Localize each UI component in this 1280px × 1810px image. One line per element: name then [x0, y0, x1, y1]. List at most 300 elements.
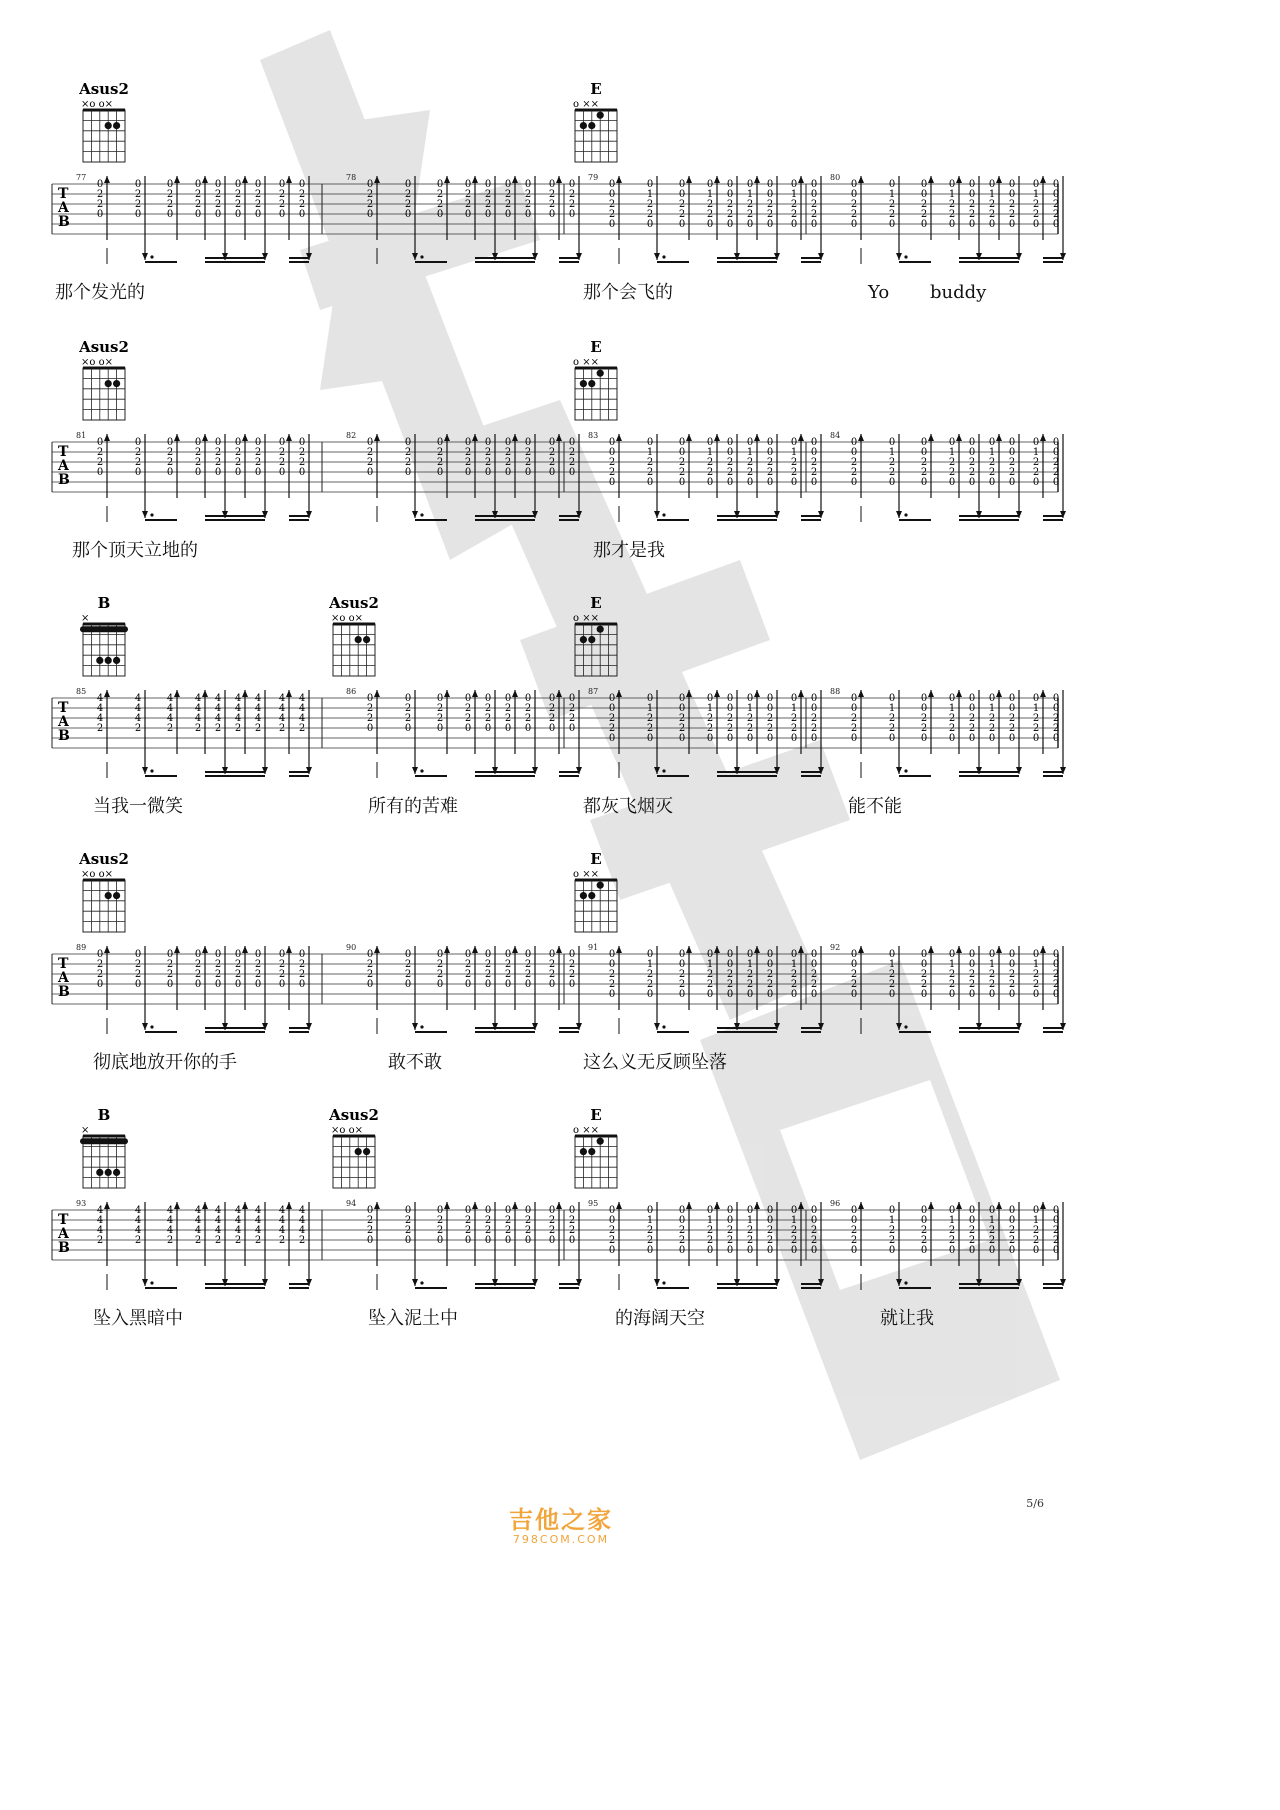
fret-number: 2 — [464, 1215, 472, 1226]
fret-number: 1 — [790, 189, 798, 200]
fret-number: 0 — [404, 693, 412, 704]
fret-number: 0 — [1032, 733, 1040, 744]
fret-number: 2 — [436, 959, 444, 970]
fret-number: 0 — [484, 179, 492, 190]
measure-number: 77 — [76, 173, 87, 182]
strum-arrow-up — [202, 434, 208, 441]
fret-number: 0 — [436, 723, 444, 734]
fret-number: 2 — [436, 713, 444, 724]
strum-arrow-up — [512, 176, 518, 183]
fret-number: 2 — [888, 723, 896, 734]
fret-number: 0 — [608, 989, 616, 1000]
fret-number: 1 — [888, 959, 896, 970]
fret-number: 2 — [234, 1235, 242, 1246]
measure-number: 85 — [76, 687, 87, 696]
chord-name: Asus2 — [79, 338, 129, 356]
fret-number: 0 — [790, 989, 798, 1000]
fret-number: 2 — [254, 447, 262, 458]
fret-number: 4 — [194, 713, 202, 724]
fret-number: 0 — [726, 959, 734, 970]
fret-number: 2 — [988, 467, 996, 478]
chord-grid — [333, 624, 375, 676]
strum-arrow-down — [142, 1023, 148, 1030]
strum-arrow-up — [686, 176, 692, 183]
fret-number: 0 — [766, 693, 774, 704]
measure-number: 87 — [588, 687, 599, 696]
lyric-text: 的海阔天空 — [615, 1308, 705, 1329]
fret-number: 2 — [96, 447, 104, 458]
fret-number: 0 — [948, 437, 956, 448]
fret-number: 2 — [366, 189, 374, 200]
fret-number: 2 — [608, 199, 616, 210]
fret-number: 2 — [1052, 979, 1060, 990]
chord-open-mute-markers: o ×× — [573, 1125, 599, 1136]
fret-number: 0 — [746, 733, 754, 744]
fret-number: 0 — [726, 693, 734, 704]
fret-number: 2 — [948, 713, 956, 724]
fret-number: 0 — [766, 1215, 774, 1226]
strum-arrow-up — [286, 176, 292, 183]
fret-number: 2 — [404, 1225, 412, 1236]
rhythm-dot — [150, 1281, 153, 1284]
fret-number: 0 — [790, 1205, 798, 1216]
fret-number: 2 — [726, 723, 734, 734]
rhythm-dot — [150, 255, 153, 258]
fret-number: 2 — [504, 969, 512, 980]
fret-number: 0 — [726, 437, 734, 448]
fret-number: 0 — [484, 1235, 492, 1246]
fret-number: 2 — [166, 457, 174, 468]
rhythm-dot — [904, 513, 907, 516]
fret-number: 2 — [548, 189, 556, 200]
fret-number: 2 — [766, 467, 774, 478]
strum-arrow-up — [202, 690, 208, 697]
measure-number: 92 — [830, 943, 841, 952]
fret-number: 2 — [524, 969, 532, 980]
chord-name: Asus2 — [79, 850, 129, 868]
fret-number: 0 — [436, 1205, 444, 1216]
fret-number: 0 — [810, 733, 818, 744]
fret-number: 2 — [968, 969, 976, 980]
fret-number: 0 — [920, 477, 928, 488]
chord-name: E — [590, 80, 602, 98]
chord-name: E — [590, 850, 602, 868]
fret-number: 4 — [194, 1215, 202, 1226]
fret-number: 0 — [678, 959, 686, 970]
fret-number: 0 — [968, 1205, 976, 1216]
strum-arrow-up — [472, 946, 478, 953]
fret-number: 0 — [234, 949, 242, 960]
strum-arrow-up — [858, 690, 864, 697]
strum-arrow-up — [956, 434, 962, 441]
fret-number: 2 — [524, 1215, 532, 1226]
fret-number: 2 — [766, 209, 774, 220]
fret-number: 0 — [948, 693, 956, 704]
lyric-text: 彻底地放开你的手 — [93, 1052, 237, 1073]
fret-number: 2 — [746, 457, 754, 468]
fret-number: 0 — [464, 723, 472, 734]
fret-number: 2 — [850, 467, 858, 478]
fret-number: 2 — [436, 1215, 444, 1226]
fret-number: 0 — [746, 693, 754, 704]
fret-number: 0 — [504, 179, 512, 190]
lyric-text: Yo — [868, 282, 890, 303]
chord-dot — [355, 1148, 362, 1155]
strum-arrow-up — [104, 434, 110, 441]
fret-number: 0 — [96, 209, 104, 220]
strum-arrow-up — [444, 1202, 450, 1209]
fret-number: 4 — [234, 713, 242, 724]
fret-number: 2 — [436, 703, 444, 714]
fret-number: 0 — [810, 1205, 818, 1216]
fret-number: 2 — [234, 457, 242, 468]
fret-number: 2 — [888, 979, 896, 990]
fret-number: 1 — [1032, 1215, 1040, 1226]
fret-number: 2 — [888, 209, 896, 220]
tab-clef-B: B — [58, 214, 70, 230]
fret-number: 0 — [920, 179, 928, 190]
fret-number: 2 — [484, 457, 492, 468]
fret-number: 2 — [484, 713, 492, 724]
fret-number: 0 — [850, 693, 858, 704]
fret-number: 1 — [1032, 703, 1040, 714]
fret-number: 0 — [366, 723, 374, 734]
fret-number: 0 — [278, 209, 286, 220]
strum-arrow-up — [104, 946, 110, 953]
fret-number: 2 — [404, 969, 412, 980]
fret-number: 4 — [96, 1215, 104, 1226]
fret-number: 0 — [464, 693, 472, 704]
lyric-text: 那个会飞的 — [583, 282, 673, 303]
fret-number: 0 — [366, 1205, 374, 1216]
fret-number: 2 — [524, 703, 532, 714]
fret-number: 0 — [810, 447, 818, 458]
fret-number: 2 — [1032, 1235, 1040, 1246]
fret-number: 0 — [1052, 693, 1060, 704]
lyric-text: 都灰飞烟灭 — [583, 796, 673, 817]
fret-number: 2 — [988, 457, 996, 468]
fret-number: 2 — [888, 1235, 896, 1246]
fret-number: 0 — [134, 437, 142, 448]
strum-arrow-down — [654, 1023, 660, 1030]
fret-number: 2 — [850, 969, 858, 980]
fret-number: 0 — [254, 209, 262, 220]
fret-number: 2 — [988, 979, 996, 990]
fret-number: 0 — [96, 949, 104, 960]
strum-arrow-up — [996, 1202, 1002, 1209]
strum-arrow-up — [286, 434, 292, 441]
fret-number: 2 — [194, 457, 202, 468]
fret-number: 0 — [968, 179, 976, 190]
fret-number: 2 — [436, 447, 444, 458]
fret-number: 0 — [920, 1205, 928, 1216]
chord-dot — [597, 626, 604, 633]
chord-grid — [83, 368, 125, 420]
fret-number: 2 — [194, 189, 202, 200]
fret-number: 2 — [706, 457, 714, 468]
fret-number: 2 — [278, 969, 286, 980]
fret-number: 0 — [968, 1215, 976, 1226]
fret-number: 0 — [646, 437, 654, 448]
fret-number: 2 — [1008, 969, 1016, 980]
fret-number: 2 — [968, 979, 976, 990]
fret-number: 0 — [850, 1205, 858, 1216]
fret-number: 2 — [568, 703, 576, 714]
lyric-text: buddy — [930, 282, 987, 303]
fret-number: 2 — [810, 1225, 818, 1236]
fret-number: 4 — [194, 693, 202, 704]
fret-number: 0 — [484, 693, 492, 704]
fret-number: 0 — [404, 1205, 412, 1216]
fret-number: 0 — [948, 1205, 956, 1216]
fret-number: 0 — [436, 1235, 444, 1246]
fret-number: 0 — [608, 949, 616, 960]
fret-number: 2 — [96, 189, 104, 200]
fret-number: 4 — [166, 1225, 174, 1236]
fret-number: 0 — [1052, 179, 1060, 190]
fret-number: 2 — [850, 199, 858, 210]
chord-grid — [83, 880, 125, 932]
fret-number: 0 — [678, 477, 686, 488]
fret-number: 0 — [766, 989, 774, 1000]
fret-number: 2 — [766, 1225, 774, 1236]
fret-number: 4 — [214, 693, 222, 704]
fret-number: 2 — [988, 1235, 996, 1246]
fret-number: 0 — [1008, 703, 1016, 714]
fret-number: 4 — [214, 1215, 222, 1226]
fret-number: 2 — [134, 457, 142, 468]
fret-number: 0 — [968, 437, 976, 448]
fret-number: 1 — [1032, 189, 1040, 200]
tab-clef-A: A — [58, 714, 69, 730]
fret-number: 2 — [484, 1225, 492, 1236]
fret-number: 2 — [988, 209, 996, 220]
fret-number: 2 — [766, 199, 774, 210]
fret-number: 2 — [706, 467, 714, 478]
strum-arrow-up — [174, 1202, 180, 1209]
fret-number: 1 — [988, 189, 996, 200]
fret-number: 2 — [766, 969, 774, 980]
fret-number: 0 — [646, 1205, 654, 1216]
strum-arrow-up — [1040, 1202, 1046, 1209]
fret-number: 0 — [608, 219, 616, 230]
measure-number: 79 — [588, 173, 599, 182]
fret-number: 0 — [850, 437, 858, 448]
fret-number: 2 — [234, 969, 242, 980]
fret-number: 2 — [678, 199, 686, 210]
chord-open-mute-markers: × — [81, 1125, 90, 1136]
fret-number: 2 — [1052, 1235, 1060, 1246]
fret-number: 0 — [254, 467, 262, 478]
fret-number: 0 — [134, 467, 142, 478]
fret-number: 0 — [366, 209, 374, 220]
fret-number: 0 — [766, 477, 774, 488]
fret-number: 4 — [96, 703, 104, 714]
fret-number: 0 — [790, 437, 798, 448]
fret-number: 2 — [278, 1235, 286, 1246]
fret-number: 0 — [436, 979, 444, 990]
fret-number: 0 — [194, 437, 202, 448]
fret-number: 0 — [194, 209, 202, 220]
fret-number: 0 — [988, 477, 996, 488]
fret-number: 0 — [298, 467, 306, 478]
fret-number: 4 — [298, 1225, 306, 1236]
fret-number: 2 — [948, 979, 956, 990]
fret-number: 2 — [568, 1225, 576, 1236]
fret-number: 2 — [548, 457, 556, 468]
fret-number: 2 — [790, 979, 798, 990]
fret-number: 0 — [850, 959, 858, 970]
lyric-text: 敢不敢 — [388, 1052, 442, 1073]
fret-number: 2 — [484, 189, 492, 200]
fret-number: 0 — [678, 703, 686, 714]
fret-number: 2 — [810, 209, 818, 220]
strum-arrow-up — [444, 176, 450, 183]
lyric-text: 所有的苦难 — [368, 796, 458, 817]
fret-number: 2 — [888, 199, 896, 210]
fret-number: 0 — [608, 703, 616, 714]
fret-number: 0 — [888, 477, 896, 488]
fret-number: 2 — [548, 713, 556, 724]
strum-arrow-up — [286, 690, 292, 697]
fret-number: 0 — [850, 447, 858, 458]
fret-number: 0 — [464, 1235, 472, 1246]
fret-number: 0 — [948, 989, 956, 1000]
fret-number: 0 — [568, 1235, 576, 1246]
fret-number: 0 — [404, 437, 412, 448]
fret-number: 0 — [484, 979, 492, 990]
chord-open-mute-markers: ×o o× — [331, 1125, 363, 1136]
strum-arrow-up — [714, 434, 720, 441]
strum-arrow-up — [374, 690, 380, 697]
fret-number: 0 — [254, 979, 262, 990]
fret-number: 0 — [850, 179, 858, 190]
fret-number: 0 — [548, 179, 556, 190]
fret-number: 0 — [548, 723, 556, 734]
fret-number: 2 — [298, 1235, 306, 1246]
rhythm-dot — [150, 1025, 153, 1028]
fret-number: 0 — [790, 733, 798, 744]
fret-number: 4 — [278, 693, 286, 704]
strum-arrow-up — [686, 946, 692, 953]
strum-arrow-up — [1040, 946, 1046, 953]
fret-number: 4 — [298, 1215, 306, 1226]
fret-number: 2 — [214, 1235, 222, 1246]
fret-number: 0 — [1032, 693, 1040, 704]
chord-open-mute-markers: × — [81, 613, 90, 624]
fret-number: 2 — [234, 959, 242, 970]
fret-number: 0 — [920, 949, 928, 960]
fret-number: 0 — [608, 179, 616, 190]
strum-arrow-up — [174, 946, 180, 953]
lyric-text: 这么义无反顾坠落 — [583, 1052, 727, 1073]
fret-number: 0 — [484, 949, 492, 960]
fret-number: 0 — [404, 209, 412, 220]
fret-number: 0 — [436, 693, 444, 704]
fret-number: 0 — [1052, 949, 1060, 960]
fret-number: 0 — [746, 179, 754, 190]
fret-number: 0 — [214, 179, 222, 190]
fret-number: 2 — [214, 189, 222, 200]
fret-number: 2 — [1032, 723, 1040, 734]
fret-number: 0 — [888, 1205, 896, 1216]
strum-arrow-up — [202, 946, 208, 953]
fret-number: 2 — [790, 199, 798, 210]
fret-number: 2 — [134, 969, 142, 980]
chord-dot — [96, 1169, 103, 1176]
fret-number: 0 — [810, 949, 818, 960]
fret-number: 0 — [888, 693, 896, 704]
fret-number: 1 — [646, 1215, 654, 1226]
lyric-text: 能不能 — [848, 796, 902, 817]
strum-arrow-up — [104, 176, 110, 183]
strum-arrow-down — [896, 767, 902, 774]
fret-number: 2 — [166, 199, 174, 210]
fret-number: 2 — [366, 199, 374, 210]
fret-number: 2 — [166, 723, 174, 734]
fret-number: 0 — [366, 467, 374, 478]
fret-number: 2 — [646, 713, 654, 724]
fret-number: 2 — [920, 713, 928, 724]
fret-number: 1 — [790, 1215, 798, 1226]
fret-number: 0 — [524, 179, 532, 190]
chord-dot — [113, 122, 120, 129]
fret-number: 1 — [746, 959, 754, 970]
fret-number: 2 — [646, 209, 654, 220]
fret-number: 0 — [166, 949, 174, 960]
fret-number: 0 — [278, 437, 286, 448]
fret-number: 2 — [726, 457, 734, 468]
fret-number: 0 — [134, 179, 142, 190]
chord-dot — [588, 1148, 595, 1155]
fret-number: 0 — [646, 477, 654, 488]
strum-arrow-up — [1040, 690, 1046, 697]
fret-number: 0 — [608, 447, 616, 458]
fret-number: 2 — [548, 1215, 556, 1226]
fret-number: 2 — [1032, 209, 1040, 220]
fret-number: 2 — [96, 969, 104, 980]
fret-number: 0 — [988, 437, 996, 448]
fret-number: 2 — [166, 189, 174, 200]
fret-number: 4 — [254, 713, 262, 724]
strum-arrow-up — [714, 1202, 720, 1209]
chord-open-mute-markers: ×o o× — [81, 869, 113, 880]
fret-number: 0 — [1008, 1215, 1016, 1226]
fret-number: 2 — [524, 457, 532, 468]
fret-number: 2 — [968, 713, 976, 724]
fret-number: 1 — [706, 703, 714, 714]
chord-dot — [597, 1138, 604, 1145]
fret-number: 0 — [746, 477, 754, 488]
strum-arrow-up — [374, 946, 380, 953]
fret-number: 0 — [1008, 949, 1016, 960]
fret-number: 0 — [96, 437, 104, 448]
strum-arrow-down — [412, 1023, 418, 1030]
fret-number: 2 — [484, 959, 492, 970]
chord-dot — [588, 380, 595, 387]
strum-arrow-up — [798, 690, 804, 697]
fret-number: 0 — [278, 179, 286, 190]
fret-number: 0 — [968, 733, 976, 744]
fret-number: 0 — [678, 1215, 686, 1226]
fret-number: 2 — [166, 959, 174, 970]
chord-dot — [580, 122, 587, 129]
fret-number: 2 — [790, 1235, 798, 1246]
fret-number: 1 — [988, 1215, 996, 1226]
tab-clef-T: T — [58, 444, 69, 460]
chord-open-mute-markers: o ×× — [573, 613, 599, 624]
fret-number: 2 — [968, 199, 976, 210]
